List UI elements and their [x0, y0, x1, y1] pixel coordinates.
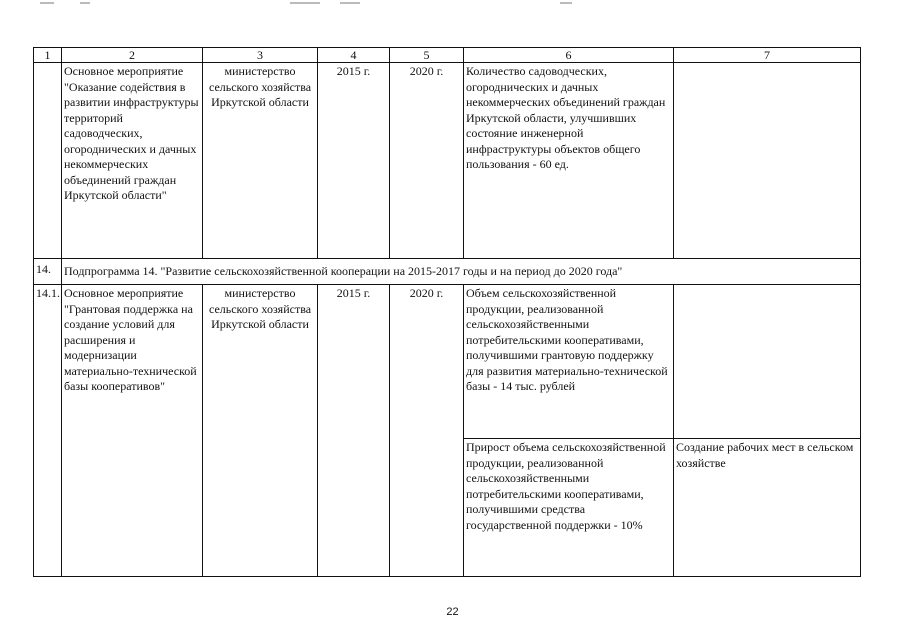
table-row — [34, 63, 861, 259]
table-row — [34, 285, 861, 439]
end-year-cell: 2020 г. — [390, 285, 464, 577]
header-cell: 1 — [34, 48, 62, 63]
subprogram-number: 14. — [34, 259, 62, 285]
header-cell: 6 — [464, 48, 674, 63]
measures-table — [33, 47, 861, 577]
result-cell: Создание рабочих мест в сельском хозяйстве — [674, 439, 861, 577]
start-year-cell: 2015 г. — [318, 285, 390, 577]
end-year-cell: 2020 г. — [390, 63, 464, 259]
row-number: 14.1. — [34, 285, 62, 577]
indicator-cell: Прирост объема сельскохозяйственной продукции, реализованной сельскохозяйственными потребительскими кооперативами, получившими средства государственной поддержки - 10% — [464, 439, 674, 577]
result-cell — [674, 63, 861, 259]
start-year-cell: 2015 г. — [318, 63, 390, 259]
executor-cell: министерство сельского хозяйства Иркутской области — [203, 285, 318, 577]
header-cell: 7 — [674, 48, 861, 63]
header-cell: 3 — [203, 48, 318, 63]
header-cell: 2 — [62, 48, 203, 63]
scan-artifact — [40, 2, 600, 6]
header-cell: 5 — [390, 48, 464, 63]
result-cell — [674, 285, 861, 439]
activity-cell: Основное мероприятие "Оказание содействия в развитии инфраструктуры территорий садоводческих, огороднических и дачных некоммерческих объединений граждан Иркутской области" — [62, 63, 203, 259]
row-number — [34, 63, 62, 259]
indicator-cell: Объем сельскохозяйственной продукции, реализованной сельскохозяйственными потребительскими кооперативами, получившими грантовую поддержку для развития материально-технической базы - 14 тыс. рублей — [464, 285, 674, 439]
subprogram-title: Подпрограмма 14. "Развитие сельскохозяйственной кооперации на 2015-2017 годы и на период до 2020 года" — [62, 259, 861, 285]
executor-cell: министерство сельского хозяйства Иркутской области — [203, 63, 318, 259]
page-number: 22 — [446, 606, 459, 618]
indicator-cell: Количество садоводческих, огороднических и дачных некоммерческих объединений граждан Иркутской области, улучшивших состояние инженерной инфраструктуры объектов общего пользования - 60 ед. — [464, 63, 674, 259]
subprogram-row — [34, 259, 861, 285]
activity-cell: Основное мероприятие "Грантовая поддержка на создание условий для расширения и модернизации материально-технической базы кооперативов" — [62, 285, 203, 577]
header-row — [34, 48, 861, 63]
header-cell: 4 — [318, 48, 390, 63]
